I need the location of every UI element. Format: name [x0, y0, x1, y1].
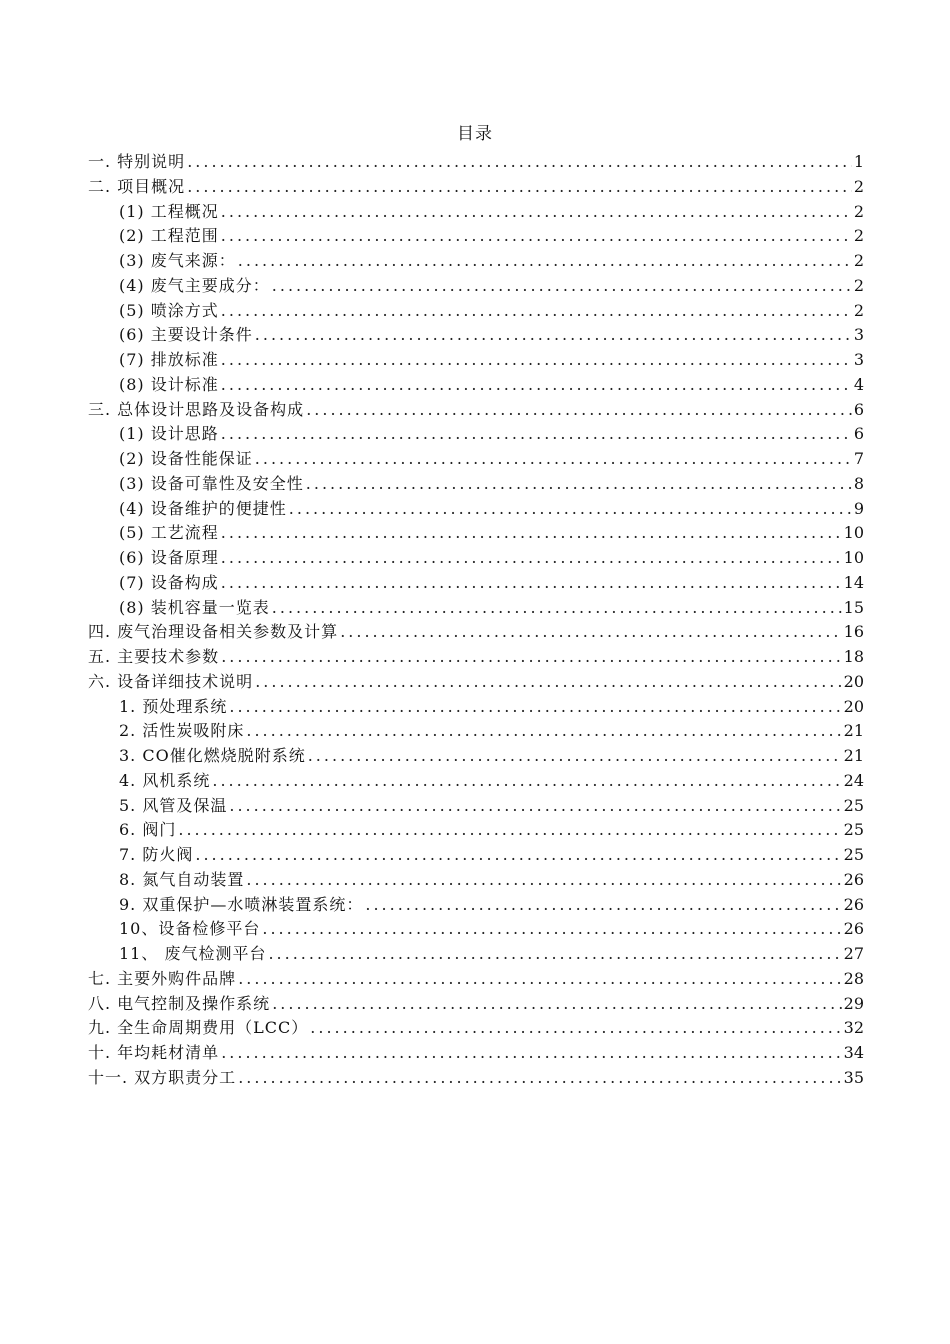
toc-entry[interactable]	[88, 868, 864, 893]
toc-dot-leader	[187, 150, 852, 175]
toc-dot-leader	[221, 521, 842, 546]
toc-dot-leader	[365, 893, 841, 918]
toc-entry-label: 7. 防火阀	[119, 845, 194, 864]
toc-entry-label: (1) 设计思路	[119, 424, 219, 444]
toc-entry[interactable]	[88, 472, 864, 497]
toc-dot-leader	[262, 917, 841, 942]
toc-entry[interactable]	[88, 398, 864, 423]
toc-entry-page-number: 29	[843, 993, 864, 1013]
toc-dot-leader	[246, 719, 841, 744]
toc-dot-leader	[221, 546, 842, 571]
toc-dot-leader	[178, 818, 841, 843]
toc-entry-page-number: 34	[843, 1043, 864, 1062]
toc-entry[interactable]	[88, 744, 864, 769]
toc-entry-page-number: 2	[853, 251, 864, 270]
toc-entry-page-number: 2	[853, 176, 864, 196]
toc-entry[interactable]	[88, 546, 864, 571]
toc-entry-page-number: 8	[853, 473, 864, 493]
toc-entry[interactable]	[88, 422, 864, 447]
toc-dot-leader	[221, 200, 852, 225]
toc-entry-label: 四. 废气治理设备相关参数及计算	[88, 622, 339, 642]
toc-entry[interactable]	[88, 497, 864, 522]
toc-entry[interactable]	[88, 695, 864, 720]
toc-entry[interactable]	[88, 719, 864, 744]
toc-entry[interactable]	[88, 769, 864, 794]
toc-entry-page-number: 25	[843, 845, 864, 864]
toc-entry-page-number: 20	[843, 696, 864, 716]
toc-entry-label: (4) 设备维护的便捷性	[119, 498, 287, 518]
toc-entry[interactable]	[88, 893, 864, 918]
toc-entry-page-number: 25	[843, 795, 864, 815]
toc-dot-leader	[238, 967, 841, 992]
toc-entry-label: (5) 工艺流程	[119, 523, 219, 543]
toc-entry-label: 9. 双重保护—水喷淋装置系统：	[119, 894, 364, 914]
toc-entry-label: (3) 设备可靠性及安全性	[119, 473, 304, 493]
toc-entry-page-number: 28	[843, 968, 864, 988]
toc-entry[interactable]	[88, 596, 864, 621]
toc-entry-label: 六. 设备详细技术说明	[88, 671, 254, 691]
toc-entry-page-number: 27	[843, 944, 864, 963]
toc-entry[interactable]	[88, 843, 864, 868]
toc-dot-leader	[272, 992, 841, 1017]
toc-dot-leader	[238, 249, 852, 274]
toc-dot-leader	[306, 398, 852, 423]
toc-entry[interactable]	[88, 917, 864, 942]
toc-entry[interactable]	[88, 571, 864, 596]
toc-entry[interactable]	[88, 620, 864, 645]
toc-entry-label: 一. 特别说明	[88, 152, 186, 171]
toc-entry[interactable]	[88, 967, 864, 992]
toc-entry-page-number: 2	[853, 226, 864, 246]
toc-entry-label: 10、设备检修平台	[119, 919, 261, 939]
toc-entry-page-number: 25	[843, 820, 864, 840]
toc-entry-page-number: 16	[843, 622, 864, 642]
toc-entry-label: (2) 设备性能保证	[119, 449, 253, 468]
toc-dot-leader	[289, 497, 852, 522]
toc-entry-label: (6) 设备原理	[119, 548, 219, 567]
toc-entry-label: 1. 预处理系统	[119, 696, 228, 716]
toc-dot-leader	[229, 794, 841, 819]
toc-entry-page-number: 2	[853, 275, 864, 295]
toc-entry-label: (7) 设备构成	[119, 572, 219, 592]
toc-entry-page-number: 3	[853, 325, 864, 345]
toc-dot-leader	[340, 620, 841, 645]
toc-dot-leader	[255, 323, 852, 348]
toc-entry-page-number: 10	[843, 523, 864, 543]
toc-entry-label: (3) 废气来源：	[119, 251, 236, 270]
toc-entry[interactable]	[88, 224, 864, 249]
toc-entry-label: (4) 废气主要成分：	[119, 275, 270, 295]
toc-entry-page-number: 26	[843, 894, 864, 914]
toc-entry[interactable]	[88, 373, 864, 398]
toc-entry-label: 5. 风管及保温	[119, 795, 228, 815]
toc-dot-leader	[310, 1016, 841, 1041]
toc-dot-leader	[221, 299, 852, 324]
toc-entry-page-number: 2	[853, 300, 864, 320]
toc-entry-page-number: 4	[853, 374, 864, 394]
toc-entry-page-number: 6	[853, 399, 864, 419]
toc-entry-page-number: 24	[843, 770, 864, 790]
toc-dot-leader	[308, 744, 842, 769]
toc-dot-leader	[229, 695, 841, 720]
toc-entry-page-number: 10	[843, 548, 864, 567]
toc-dot-leader	[255, 447, 852, 472]
toc-entry-label: (6) 主要设计条件	[119, 325, 253, 345]
toc-entry[interactable]	[88, 299, 864, 324]
toc-entry-page-number: 3	[853, 350, 864, 369]
toc-entry-label: (2) 工程范围	[119, 226, 219, 246]
toc-entry-page-number: 9	[853, 498, 864, 518]
toc-dot-leader	[187, 175, 852, 200]
toc-entry[interactable]	[88, 818, 864, 843]
toc-entry-page-number: 20	[843, 671, 864, 691]
toc-entry-label: 2. 活性炭吸附床	[119, 721, 245, 741]
toc-dot-leader	[221, 422, 852, 447]
toc-entry[interactable]	[88, 200, 864, 225]
toc-entry[interactable]	[88, 175, 864, 200]
toc-dot-leader	[272, 274, 852, 299]
toc-dot-leader	[221, 1041, 841, 1066]
toc-entry[interactable]	[88, 323, 864, 348]
toc-entry[interactable]	[88, 794, 864, 819]
toc-entry[interactable]	[88, 348, 864, 373]
toc-dot-leader	[306, 472, 852, 497]
toc-entry[interactable]	[88, 150, 864, 175]
toc-entry-label: 十. 年均耗材清单	[88, 1043, 220, 1062]
toc-entry-page-number: 18	[843, 647, 864, 666]
toc-entry[interactable]	[88, 1016, 864, 1041]
toc-entry[interactable]	[88, 249, 864, 274]
toc-entry[interactable]	[88, 670, 864, 695]
toc-list	[88, 150, 864, 1091]
toc-entry-label: 二. 项目概况	[88, 176, 186, 196]
toc-entry-page-number: 21	[843, 746, 864, 765]
toc-entry-page-number: 15	[843, 597, 864, 617]
toc-entry[interactable]	[88, 274, 864, 299]
toc-dot-leader	[221, 571, 842, 596]
toc-entry-page-number: 14	[843, 572, 864, 592]
toc-dot-leader	[272, 596, 842, 621]
toc-entry-label: 七. 主要外购件品牌	[88, 968, 237, 988]
toc-entry-label: 11、 废气检测平台	[119, 944, 267, 963]
toc-entry-page-number: 35	[843, 1067, 864, 1087]
toc-entry-page-number: 1	[853, 152, 864, 171]
toc-dot-leader	[268, 942, 841, 967]
toc-entry-page-number: 21	[843, 721, 864, 741]
toc-entry-label: 九. 全生命周期费用（LCC）	[88, 1018, 309, 1038]
toc-title: 目录	[457, 124, 493, 144]
toc-entry-page-number: 7	[853, 449, 864, 468]
toc-dot-leader	[246, 868, 841, 893]
toc-entry[interactable]	[88, 521, 864, 546]
toc-entry-page-number: 32	[843, 1018, 864, 1038]
toc-entry-label: (7) 排放标准	[119, 350, 219, 369]
toc-entry-page-number: 2	[853, 201, 864, 221]
toc-entry-page-number: 26	[843, 869, 864, 889]
toc-dot-leader	[255, 670, 841, 695]
toc-entry-label: 十一. 双方职责分工	[88, 1067, 237, 1087]
toc-entry-label: 3. CO催化燃烧脱附系统	[119, 746, 306, 765]
toc-entry-label: 五. 主要技术参数	[88, 647, 220, 666]
toc-entry-label: (8) 装机容量一览表	[119, 597, 270, 617]
toc-entry-page-number: 6	[853, 424, 864, 444]
toc-entry-label: 三. 总体设计思路及设备构成	[88, 399, 305, 419]
toc-dot-leader	[221, 373, 852, 398]
toc-dot-leader	[212, 769, 841, 794]
toc-dot-leader	[195, 843, 841, 868]
toc-entry-label: (8) 设计标准	[119, 374, 219, 394]
toc-entry-label: 4. 风机系统	[119, 770, 211, 790]
toc-entry[interactable]	[88, 992, 864, 1017]
toc-entry-page-number: 26	[843, 919, 864, 939]
toc-dot-leader	[221, 348, 852, 373]
toc-entry[interactable]	[88, 447, 864, 472]
toc-entry[interactable]	[88, 942, 864, 967]
toc-entry-label: 8. 氮气自动装置	[119, 869, 245, 889]
toc-entry[interactable]	[88, 1041, 864, 1066]
toc-entry-label: 八. 电气控制及操作系统	[88, 993, 271, 1013]
toc-entry-label: (5) 喷涂方式	[119, 300, 219, 320]
toc-dot-leader	[238, 1066, 841, 1091]
toc-entry[interactable]	[88, 1066, 864, 1091]
toc-entry[interactable]	[88, 645, 864, 670]
toc-dot-leader	[221, 645, 841, 670]
toc-entry-label: 6. 阀门	[119, 820, 177, 840]
toc-entry-label: (1) 工程概况	[119, 201, 219, 221]
toc-dot-leader	[221, 224, 852, 249]
